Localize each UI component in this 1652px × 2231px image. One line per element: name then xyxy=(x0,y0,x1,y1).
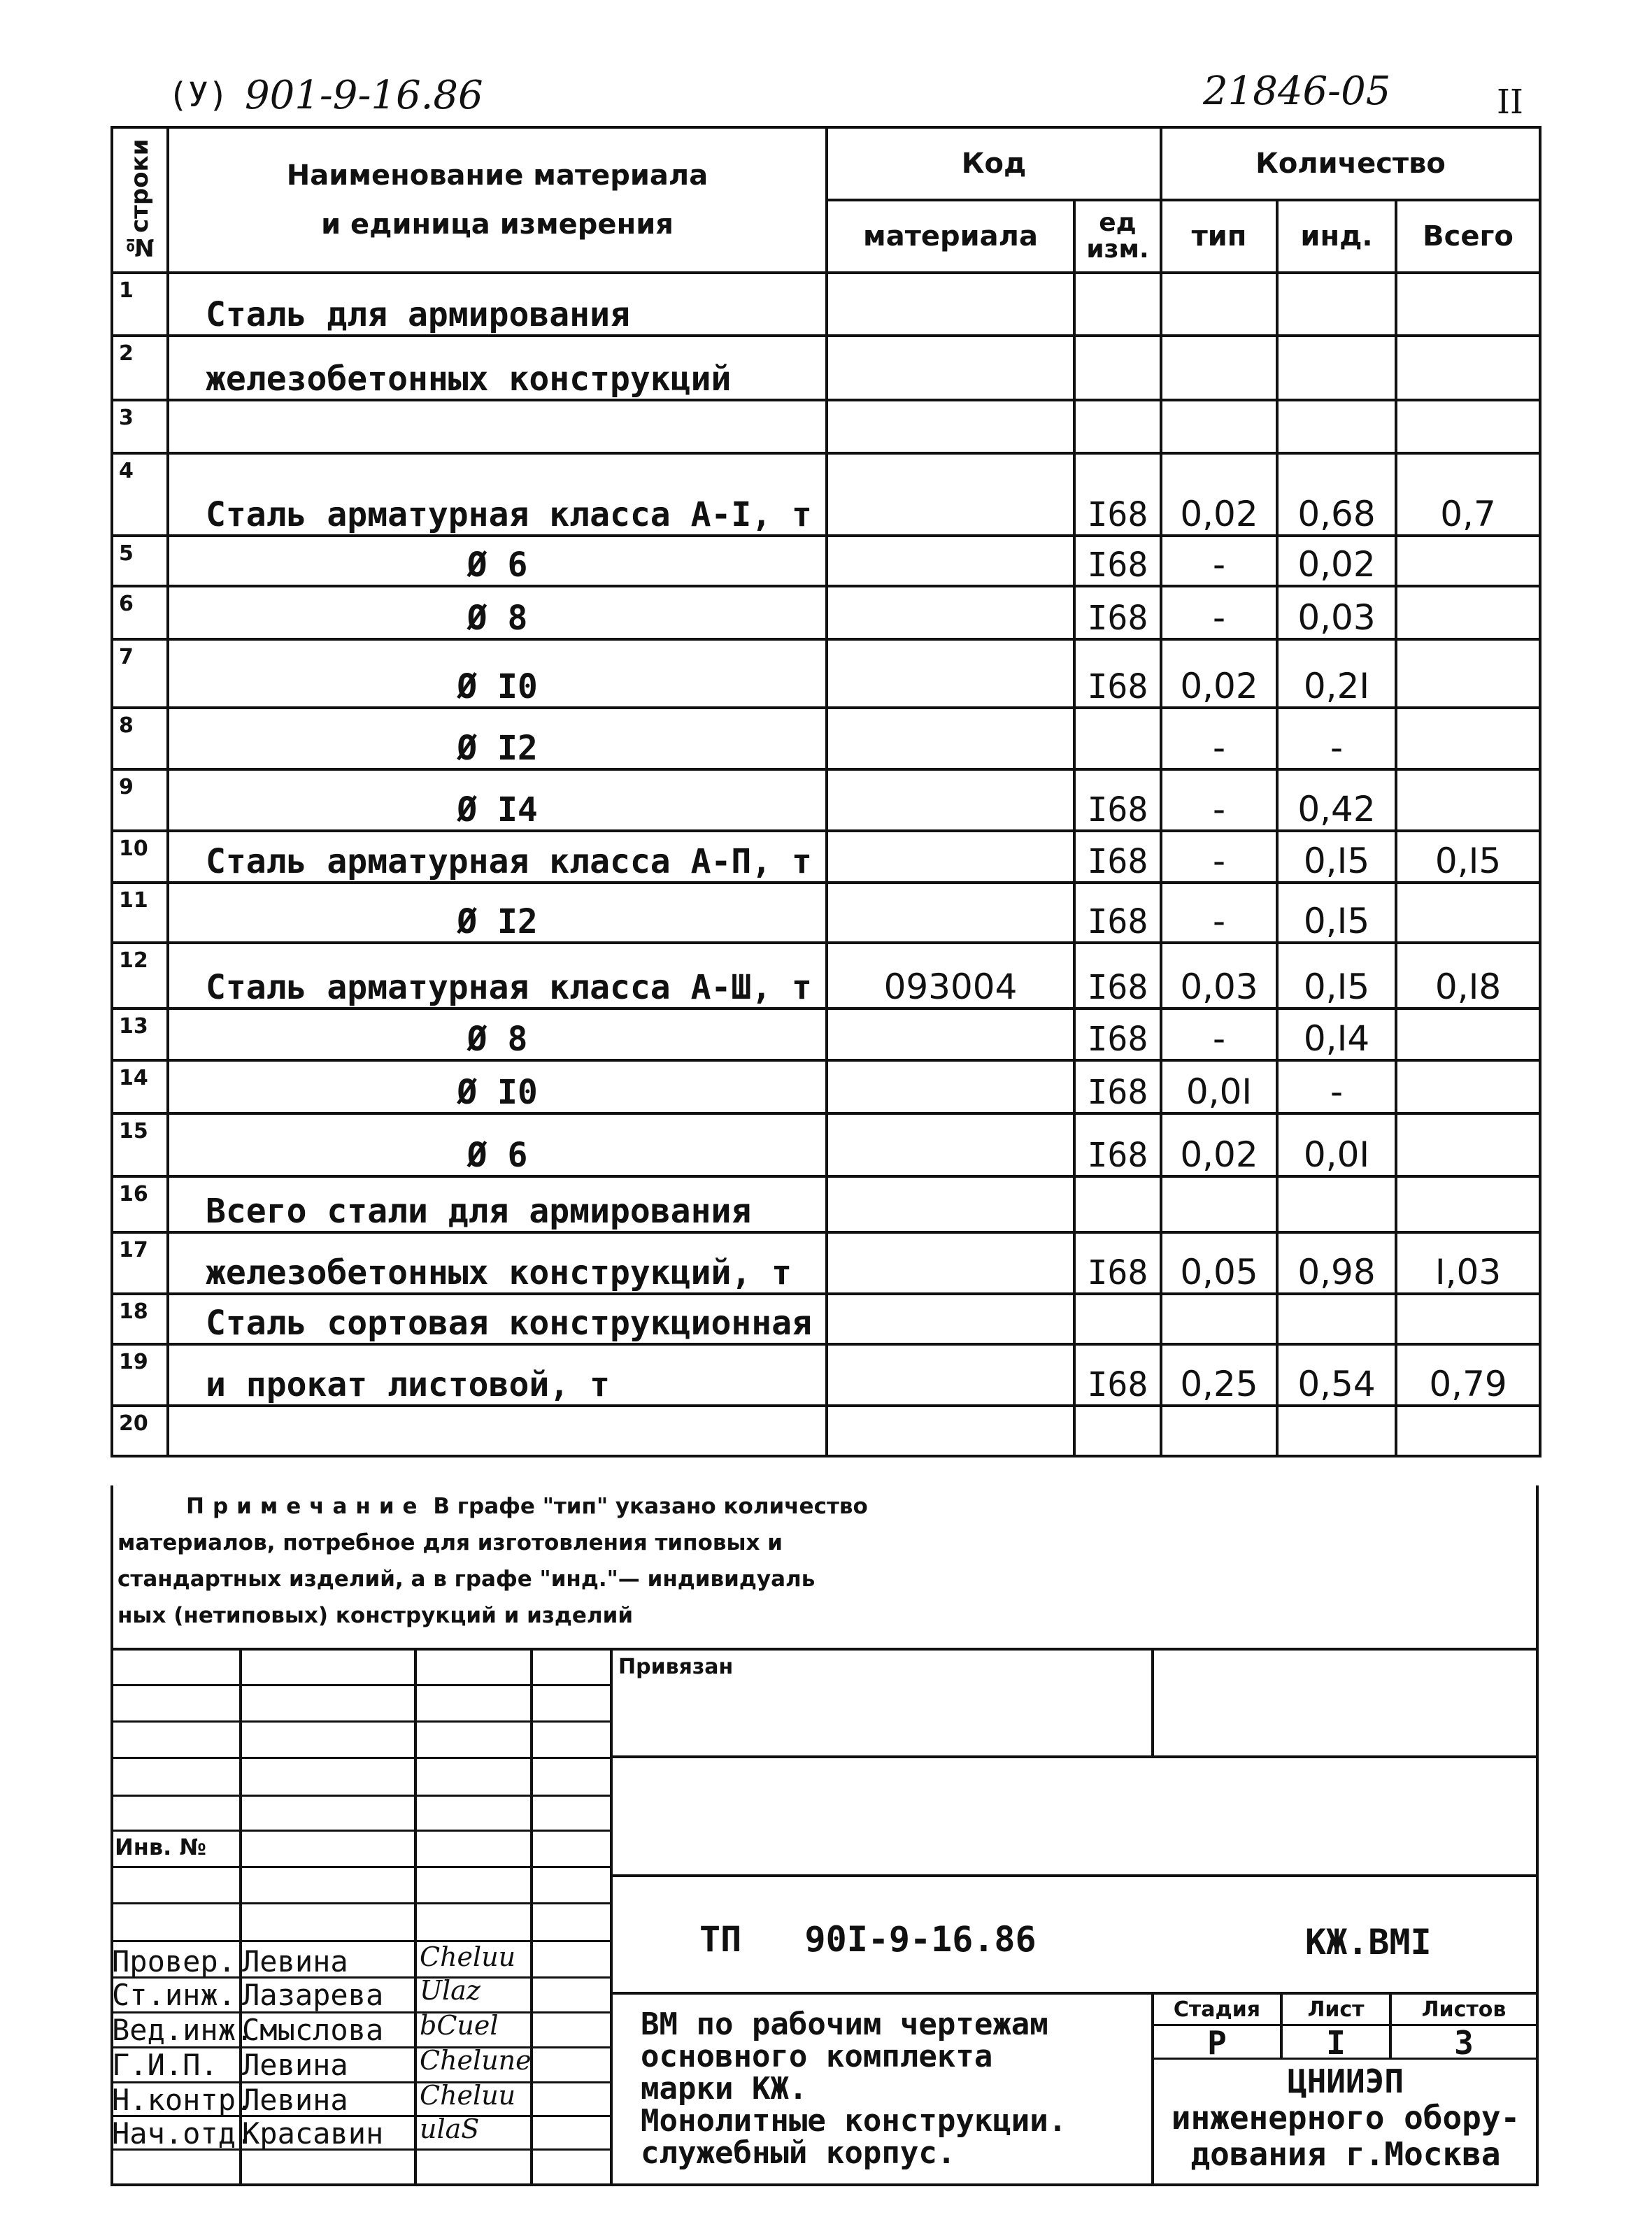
document-mark: КЖ.ВМI xyxy=(1305,1922,1432,1962)
row-number: 10 xyxy=(112,831,168,883)
qty-ind: 0,68 xyxy=(1277,453,1396,536)
signer-name: Красавин xyxy=(242,2116,384,2151)
signer-role: Ст.инж. xyxy=(112,1978,236,2012)
qty-ind: 0,I5 xyxy=(1277,883,1396,943)
material-name: Ø I2 xyxy=(168,883,827,943)
row-number: 13 xyxy=(112,1008,168,1060)
qty-ind: 0,2I xyxy=(1277,639,1396,708)
signer-name: Лазарева xyxy=(242,1978,384,2012)
archive-number: 21846-05 xyxy=(1203,69,1391,114)
qty-type: 0,25 xyxy=(1161,1344,1277,1406)
material-name: Сталь для армирования xyxy=(168,273,827,336)
row-number: 16 xyxy=(112,1176,168,1232)
qty-type: 0,02 xyxy=(1161,1113,1277,1176)
qty-ind: 0,98 xyxy=(1277,1232,1396,1294)
qty-type: - xyxy=(1161,1008,1277,1060)
org-line-3: дования г.Москва xyxy=(1190,2135,1501,2173)
unit-code: I68 xyxy=(1074,586,1161,639)
qty-ind: 0,0I xyxy=(1277,1113,1396,1176)
qty-ind: 0,03 xyxy=(1277,586,1396,639)
col-type-header: тип xyxy=(1161,200,1277,273)
unit-code: I68 xyxy=(1074,453,1161,536)
qty-ind: - xyxy=(1277,708,1396,769)
title-line-2: основного комплекта xyxy=(641,2039,993,2074)
signature: Cheluu xyxy=(420,2080,516,2111)
qty-total: I,03 xyxy=(1396,1232,1540,1294)
sheets-label: Листов xyxy=(1421,1997,1507,2022)
unit-code: I68 xyxy=(1074,831,1161,883)
organization xyxy=(1155,2063,1536,2172)
title-line-3: марки КЖ. xyxy=(641,2071,808,2107)
qty-ind: - xyxy=(1277,1060,1396,1113)
qty-type: 0,03 xyxy=(1161,943,1277,1008)
col-ind-header: инд. xyxy=(1277,200,1396,273)
qty-type: - xyxy=(1161,769,1277,831)
row-number: 5 xyxy=(112,536,168,586)
stage-value: Р xyxy=(1207,2024,1227,2062)
signature: Cheluu xyxy=(420,1941,516,1972)
material-name: Ø 6 xyxy=(168,1113,827,1176)
signer-role: Провер. xyxy=(112,1944,236,1979)
title-line-1: ВМ по рабочим чертежам xyxy=(641,2007,1048,2042)
signature: Ulaz xyxy=(420,1975,480,2006)
unit-code: I68 xyxy=(1074,769,1161,831)
signature: Chelune xyxy=(420,2045,532,2076)
col-qty-header: Количество xyxy=(1161,127,1540,200)
row-number: 3 xyxy=(112,400,168,453)
sheet-value: I xyxy=(1326,2024,1346,2062)
doc-code: 901-9-16.86 xyxy=(245,73,483,118)
unit-code: I68 xyxy=(1074,536,1161,586)
col-row-no-header: №строки xyxy=(112,127,168,273)
signer-name: Смыслова xyxy=(242,2013,384,2047)
qty-type: - xyxy=(1161,708,1277,769)
qty-ind: 0,I4 xyxy=(1277,1008,1396,1060)
qty-type: 0,05 xyxy=(1161,1232,1277,1294)
qty-total: 0,I5 xyxy=(1396,831,1540,883)
document-title xyxy=(641,2009,1067,2169)
row-number: 14 xyxy=(112,1060,168,1113)
qty-ind: 0,I5 xyxy=(1277,943,1396,1008)
row-number: 4 xyxy=(112,453,168,536)
row-number: 12 xyxy=(112,943,168,1008)
signer-name: Левина xyxy=(242,2083,348,2117)
unit-code: I68 xyxy=(1074,943,1161,1008)
qty-ind: 0,42 xyxy=(1277,769,1396,831)
qty-type: 0,0I xyxy=(1161,1060,1277,1113)
material-name: Ø 6 xyxy=(168,536,827,586)
row-number: 15 xyxy=(112,1113,168,1176)
material-name: Сталь арматурная класса А-I, т xyxy=(168,453,827,536)
note-line-4: ных (нетиповых) конструкций и изделий xyxy=(118,1603,634,1628)
note-line-1: В графе "тип" указано количество xyxy=(425,1494,868,1519)
material-name: Ø 8 xyxy=(168,1008,827,1060)
unit-code: I68 xyxy=(1074,639,1161,708)
qty-ind: 0,54 xyxy=(1277,1344,1396,1406)
col-unit-header: ед изм. xyxy=(1074,200,1161,273)
note-lead: Примечание xyxy=(186,1494,426,1519)
signature: ulaS xyxy=(420,2114,480,2144)
signer-role: Г.И.П. xyxy=(112,2048,218,2082)
row-number: 6 xyxy=(112,586,168,639)
qty-type: - xyxy=(1161,883,1277,943)
signature: bCuel xyxy=(420,2010,499,2041)
unit-code: I68 xyxy=(1074,1232,1161,1294)
qty-type: 0,02 xyxy=(1161,639,1277,708)
row-number: 18 xyxy=(112,1294,168,1344)
sheets-value: 3 xyxy=(1454,2024,1474,2062)
qty-ind: 0,I5 xyxy=(1277,831,1396,883)
doc-prefix: (У) xyxy=(168,76,229,115)
row-number: 9 xyxy=(112,769,168,831)
unit-code: I68 xyxy=(1074,1060,1161,1113)
project-code: ТП 90I-9-16.86 xyxy=(699,1919,1037,1960)
material-name: Сталь арматурная класса А-П, т xyxy=(168,831,827,883)
material-name: Ø I0 xyxy=(168,639,827,708)
row-number: 2 xyxy=(112,336,168,400)
note-line-2: материалов, потребное для изготовления типовых и xyxy=(118,1530,783,1555)
material-name: Сталь арматурная класса А-Ш, т xyxy=(168,943,827,1008)
signer-name: Левина xyxy=(242,2048,348,2082)
unit-code: I68 xyxy=(1074,1008,1161,1060)
qty-type: - xyxy=(1161,831,1277,883)
col-code-header: Код xyxy=(827,127,1161,200)
qty-type: 0,02 xyxy=(1161,453,1277,536)
org-line-1: ЦНИИЭП xyxy=(1287,2062,1404,2100)
col-material-header: материала xyxy=(827,200,1074,273)
material-code: 093004 xyxy=(827,943,1074,1008)
sheet-label: Лист xyxy=(1307,1997,1365,2022)
material-name: Ø I4 xyxy=(168,769,827,831)
note-line-3: стандартных изделий, а в графе "инд."— индивидуаль xyxy=(118,1567,816,1592)
qty-type: - xyxy=(1161,536,1277,586)
unit-code: I68 xyxy=(1074,1344,1161,1406)
qty-ind: 0,02 xyxy=(1277,536,1396,586)
material-name: Ø I2 xyxy=(168,708,827,769)
org-line-2: инженерного обору- xyxy=(1171,2099,1521,2137)
qty-total: 0,79 xyxy=(1396,1344,1540,1406)
qty-type: - xyxy=(1161,586,1277,639)
col-total-header: Всего xyxy=(1396,200,1540,273)
row-number: 7 xyxy=(112,639,168,708)
material-name: и прокат листовой, т xyxy=(168,1344,827,1406)
qty-total: 0,I8 xyxy=(1396,943,1540,1008)
material-name: железобетонных конструкций, т xyxy=(168,1232,827,1294)
page-number: II xyxy=(1497,83,1523,122)
stage-label: Стадия xyxy=(1173,1997,1261,2022)
material-name: Ø 8 xyxy=(168,586,827,639)
signer-role: Н.контр. xyxy=(112,2083,254,2117)
inventory-number-label: Инв. № xyxy=(115,1834,206,1860)
row-number: 1 xyxy=(112,273,168,336)
signer-role: Нач.отд. xyxy=(112,2116,254,2151)
unit-code: I68 xyxy=(1074,883,1161,943)
row-number: 11 xyxy=(112,883,168,943)
row-number: 8 xyxy=(112,708,168,769)
row-number: 19 xyxy=(112,1344,168,1406)
title-line-4: Монолитные конструкции. xyxy=(641,2103,1067,2139)
material-name: железобетонных конструкций xyxy=(168,336,827,400)
material-name: Всего стали для армирования xyxy=(168,1176,827,1232)
unit-code: I68 xyxy=(1074,1113,1161,1176)
signer-name: Левина xyxy=(242,1944,348,1979)
signer-role: Вед.инж. xyxy=(112,2013,254,2047)
row-number: 17 xyxy=(112,1232,168,1294)
qty-total: 0,7 xyxy=(1396,453,1540,536)
title-line-5: служебный корпус. xyxy=(641,2135,956,2171)
material-name: Ø I0 xyxy=(168,1060,827,1113)
col-name-header: Наименование материала и единица измерения xyxy=(168,127,827,273)
row-number: 20 xyxy=(112,1406,168,1456)
privyazan-label: Привязан xyxy=(618,1655,734,1679)
material-name: Сталь сортовая конструкционная xyxy=(168,1294,827,1344)
